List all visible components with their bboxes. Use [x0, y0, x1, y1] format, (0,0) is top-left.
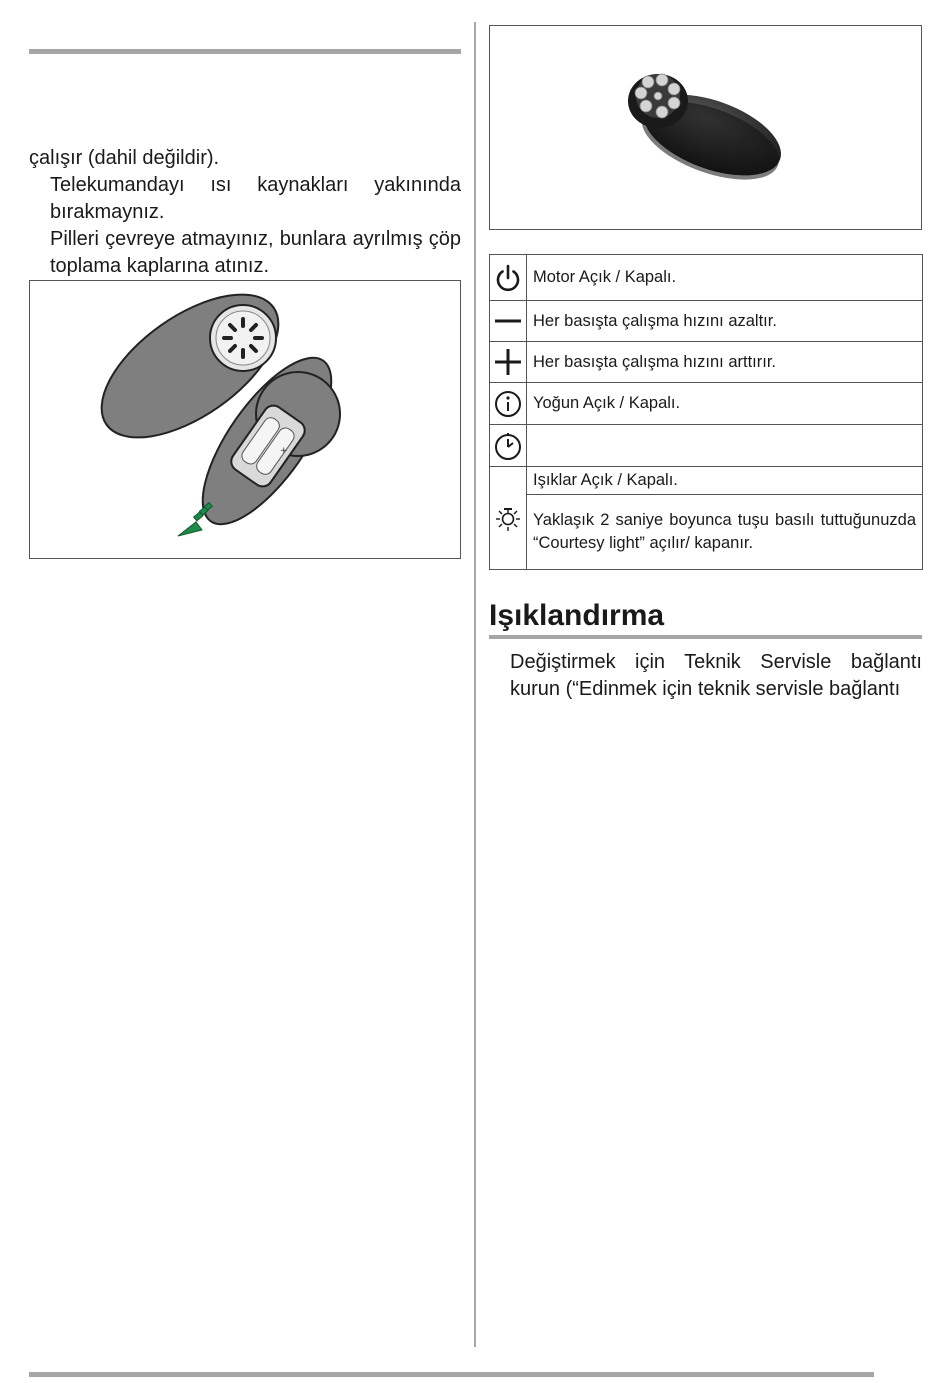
light-description: Işıklar Açık / Kapalı.	[527, 467, 923, 495]
table-row	[490, 467, 923, 495]
battery-illustration-frame	[29, 280, 461, 559]
plus-description: Her basışta çalışma hızını arttırır.	[527, 342, 923, 383]
bottom-rule	[29, 1372, 874, 1377]
svg-text:+: +	[280, 446, 288, 456]
light-icon	[493, 503, 523, 533]
battery-note-line: çalışır (dahil değildir).	[29, 147, 220, 169]
remote-key-table	[489, 254, 923, 570]
table-row	[490, 425, 923, 467]
lighting-heading: Işıklandırma	[489, 598, 922, 639]
battery-replacement-illustration	[30, 281, 460, 558]
column-divider	[474, 22, 476, 1347]
timer-description	[527, 425, 923, 467]
minus-icon	[493, 306, 523, 336]
remote-control-photo	[490, 26, 921, 229]
table-row	[490, 342, 923, 383]
info-description: Yoğun Açık / Kapalı.	[527, 383, 923, 425]
power-icon	[493, 263, 523, 293]
minus-description: Her basışta çalışma hızını azaltır.	[527, 301, 923, 342]
timer-icon	[493, 431, 523, 461]
table-row	[490, 383, 923, 425]
top-left-rule	[29, 49, 461, 54]
table-row	[490, 495, 923, 570]
power-description: Motor Açık / Kapalı.	[527, 255, 923, 301]
heat-source-warning: Telekumandayı ısı kaynakları yakınında bırakmaynız.	[50, 174, 461, 223]
info-icon	[493, 389, 523, 419]
remote-photo-frame	[489, 25, 922, 230]
lighting-body: Değiştirmek için Teknik Servisle bağlantı kurun (“Edinmek için teknik servisle bağlantı	[510, 651, 922, 700]
courtesy-light-description: Yaklaşık 2 saniye boyunca tuşu basılı tuttuğunuzda “Courtesy light” açılır/ kapanır.	[527, 495, 923, 570]
plus-icon	[493, 347, 523, 377]
table-row	[490, 301, 923, 342]
battery-disposal-warning: Pilleri çevreye atmayınız, bunlara ayrılmış çöp toplama kaplarına atınız.	[50, 228, 461, 277]
table-row	[490, 255, 923, 301]
